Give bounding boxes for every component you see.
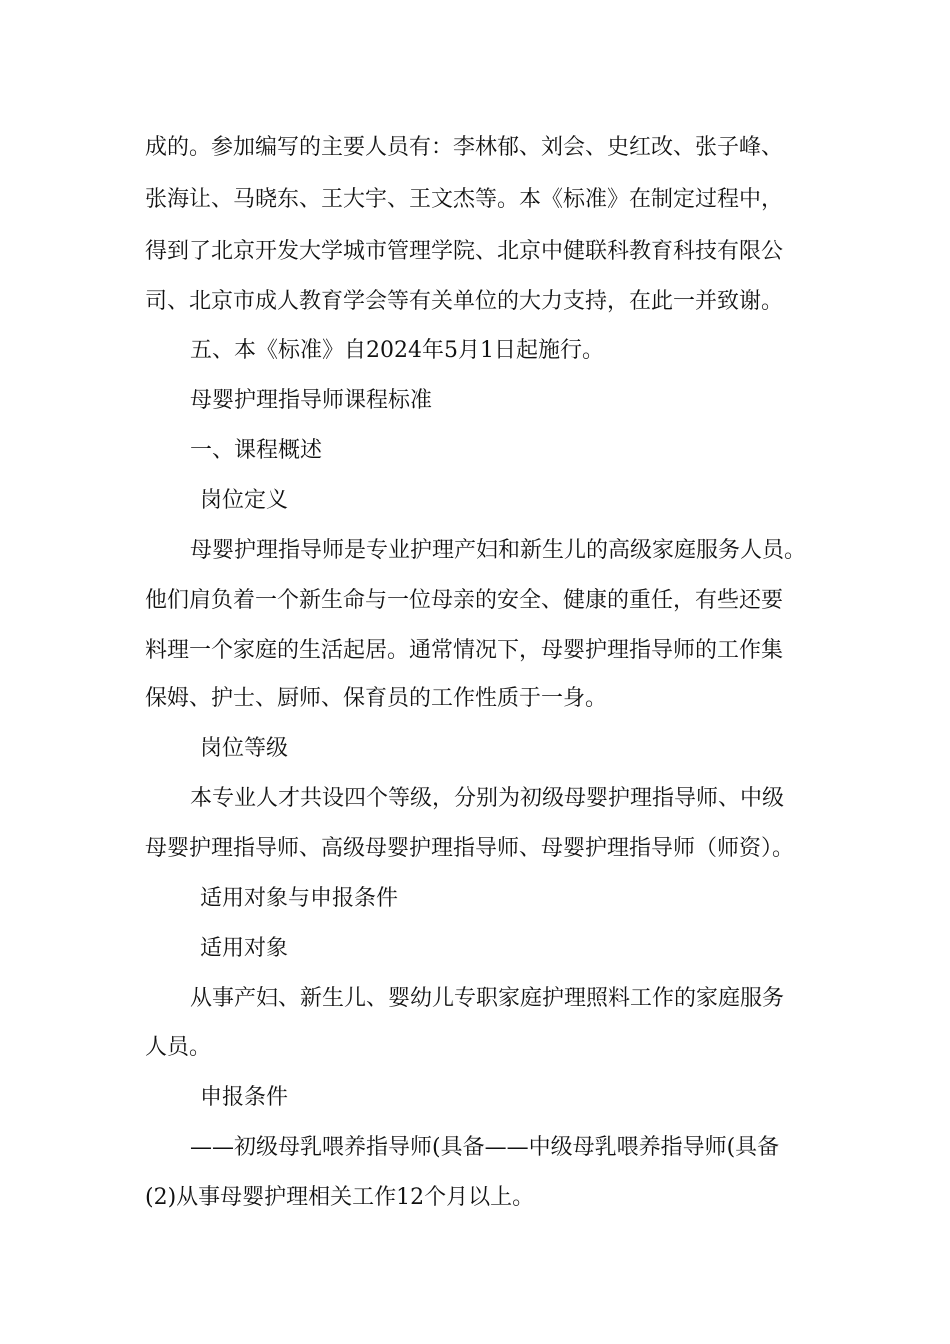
- paragraph-line: 母婴护理指导师、高级母婴护理指导师、母婴护理指导师（师资）。: [145, 836, 795, 861]
- subsection-heading: 适用对象与申报条件: [200, 886, 399, 911]
- paragraph-line: 五、本《标准》自2024年5月1日起施行。: [190, 338, 604, 363]
- subsection-heading: 申报条件: [200, 1085, 289, 1110]
- paragraph-line: 保姆、护士、厨师、保育员的工作性质于一身。: [145, 686, 608, 711]
- subsection-heading: 岗位等级: [200, 736, 289, 761]
- paragraph-line: 本专业人才共设四个等级，分别为初级母婴护理指导师、中级: [190, 786, 785, 811]
- section-title: 母婴护理指导师课程标准: [190, 388, 433, 413]
- paragraph-line: 张海让、马晓东、王大宇、王文杰等。本《标准》在制定过程中，: [145, 187, 784, 212]
- paragraph-line: (2)从事母婴护理相关工作12个月以上。: [145, 1185, 535, 1210]
- paragraph-line: ——初级母乳喂养指导师(具备——中级母乳喂养指导师(具备: [190, 1135, 780, 1160]
- subsection-heading: 适用对象: [200, 936, 289, 961]
- paragraph-line: 从事产妇、新生儿、婴幼儿专职家庭护理照料工作的家庭服务: [190, 986, 785, 1011]
- paragraph-line: 司、北京市成人教育学会等有关单位的大力支持，在此一并致谢。: [145, 289, 784, 314]
- paragraph-line: 成的。参加编写的主要人员有：李林郁、刘会、史红改、张子峰、: [145, 135, 784, 160]
- section-heading: 一、课程概述: [190, 438, 323, 463]
- paragraph-line: 得到了北京开发大学城市管理学院、北京中健联科教育科技有限公: [145, 239, 784, 264]
- paragraph-line: 母婴护理指导师是专业护理产妇和新生儿的高级家庭服务人员。: [190, 538, 807, 563]
- paragraph-line: 他们肩负着一个新生命与一位母亲的安全、健康的重任，有些还要: [145, 588, 784, 613]
- paragraph-line: 料理一个家庭的生活起居。通常情况下，母婴护理指导师的工作集: [145, 638, 784, 663]
- paragraph-line: 人员。: [145, 1035, 212, 1060]
- subsection-heading: 岗位定义: [200, 488, 289, 513]
